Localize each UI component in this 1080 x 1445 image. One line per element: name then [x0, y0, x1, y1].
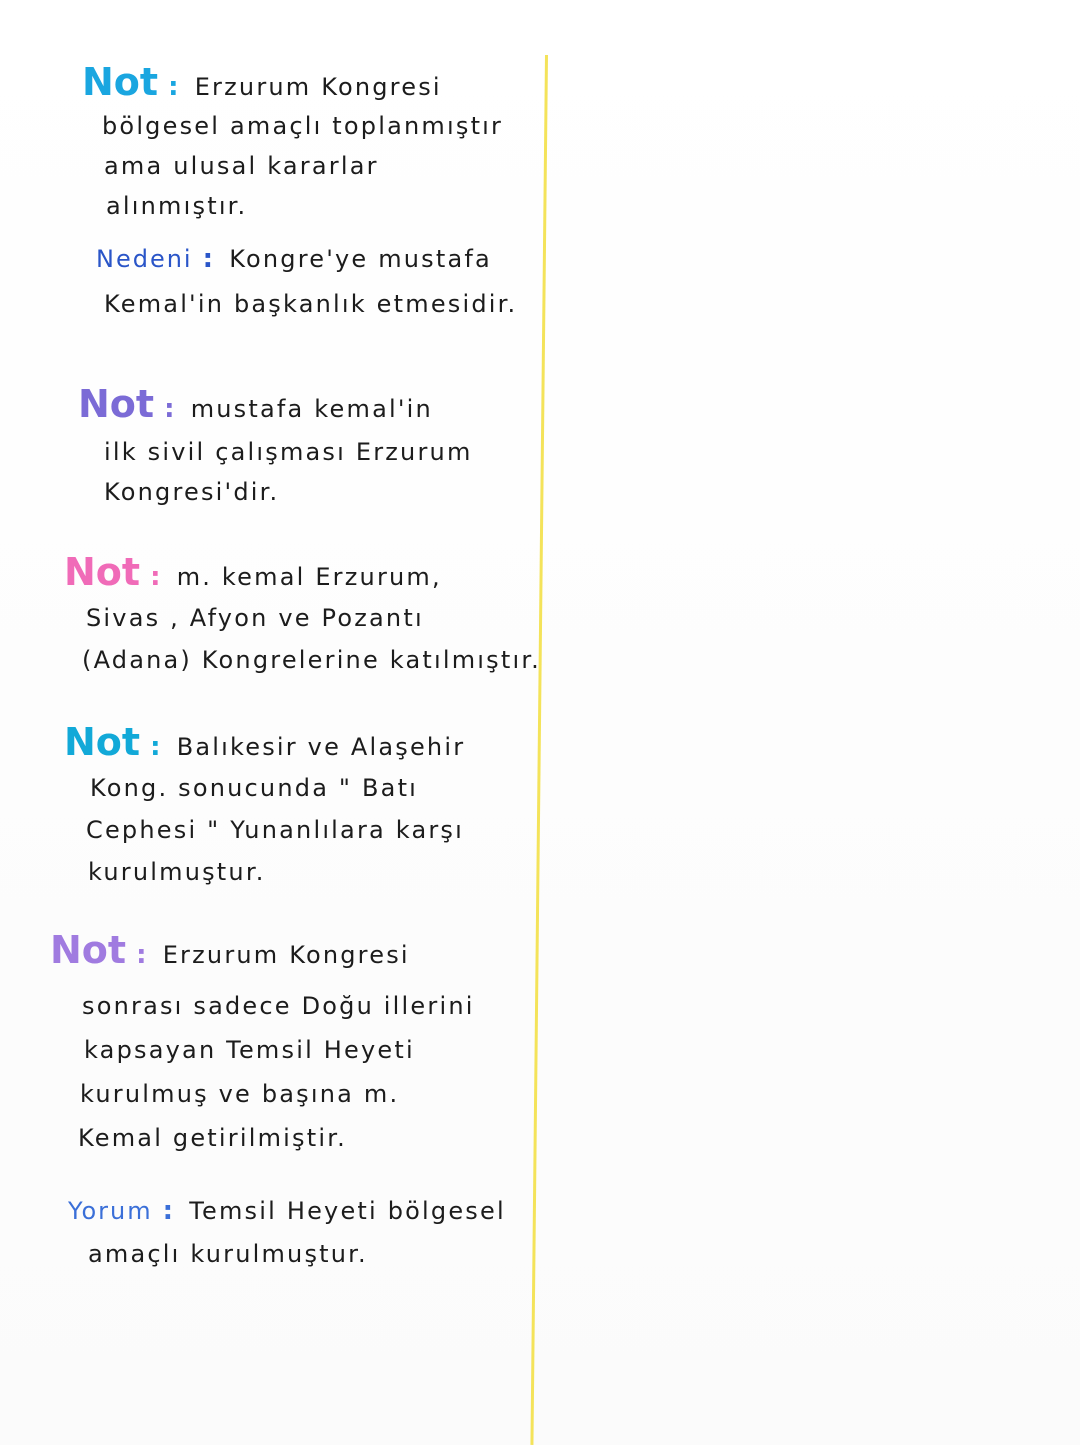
reason-line-1	[96, 244, 492, 274]
note-5-colon: :	[136, 940, 149, 970]
comment-colon: :	[162, 1196, 176, 1226]
note-4-text-1: Balıkesir ve Alaşehir	[176, 733, 466, 761]
note-5-text-4: kurulmuş ve başına m.	[80, 1080, 400, 1108]
note-1-colon: :	[168, 72, 181, 102]
reason-text-2: Kemal'in başkanlık etmesidir.	[104, 290, 518, 318]
note-2-line-1	[78, 382, 433, 426]
note-5-text-1: Erzurum Kongresi	[162, 941, 410, 969]
note-5-text-2: sonrası sadece Doğu illerini	[82, 992, 475, 1020]
note-2-text-1: mustafa kemal'in	[190, 395, 433, 423]
note-3-heading: Not	[64, 550, 141, 594]
note-1-text-3: ama ulusal kararlar	[104, 152, 379, 180]
comment-line-1	[68, 1196, 506, 1226]
note-1-text-4: alınmıştır.	[106, 192, 248, 220]
comment-text-1: Temsil Heyeti bölgesel	[189, 1197, 506, 1225]
note-5-text-3: kapsayan Temsil Heyeti	[84, 1036, 415, 1064]
comment-text-2: amaçlı kurulmuştur.	[88, 1240, 368, 1268]
note-4-line-1	[64, 720, 465, 764]
note-1-text-2: bölgesel amaçlı toplanmıştır	[102, 112, 504, 140]
note-4-text-3: Cephesi " Yunanlılara karşı	[86, 816, 464, 844]
note-4-text-4: kurulmuştur.	[88, 858, 266, 886]
note-2-colon: :	[164, 394, 177, 424]
note-3-text-1: m. kemal Erzurum,	[176, 563, 442, 591]
note-3-text-3: (Adana) Kongrelerine katılmıştır.	[82, 646, 542, 674]
note-3-line-1	[64, 550, 442, 594]
note-4-colon: :	[150, 732, 163, 762]
note-2-text-3: Kongresi'dir.	[104, 478, 280, 506]
reason-colon: :	[202, 244, 216, 274]
note-5-heading: Not	[50, 928, 127, 972]
reason-text-1: Kongre'ye mustafa	[229, 245, 492, 273]
note-1-text-1: Erzurum Kongresi	[194, 73, 442, 101]
note-1-heading: Not	[82, 60, 159, 104]
note-1-line-1	[82, 60, 442, 104]
note-4-heading: Not	[64, 720, 141, 764]
note-4-text-2: Kong. sonucunda " Batı	[90, 774, 419, 802]
margin-line	[530, 55, 548, 1445]
comment-heading: Yorum	[68, 1197, 153, 1225]
note-3-text-2: Sivas , Afyon ve Pozantı	[86, 604, 424, 632]
note-2-text-2: ilk sivil çalışması Erzurum	[104, 438, 473, 466]
note-5-line-1	[50, 928, 410, 972]
reason-heading: Nedeni	[96, 245, 193, 273]
note-3-colon: :	[150, 562, 163, 592]
note-2-heading: Not	[78, 382, 155, 426]
note-5-text-5: Kemal getirilmiştir.	[78, 1124, 347, 1152]
